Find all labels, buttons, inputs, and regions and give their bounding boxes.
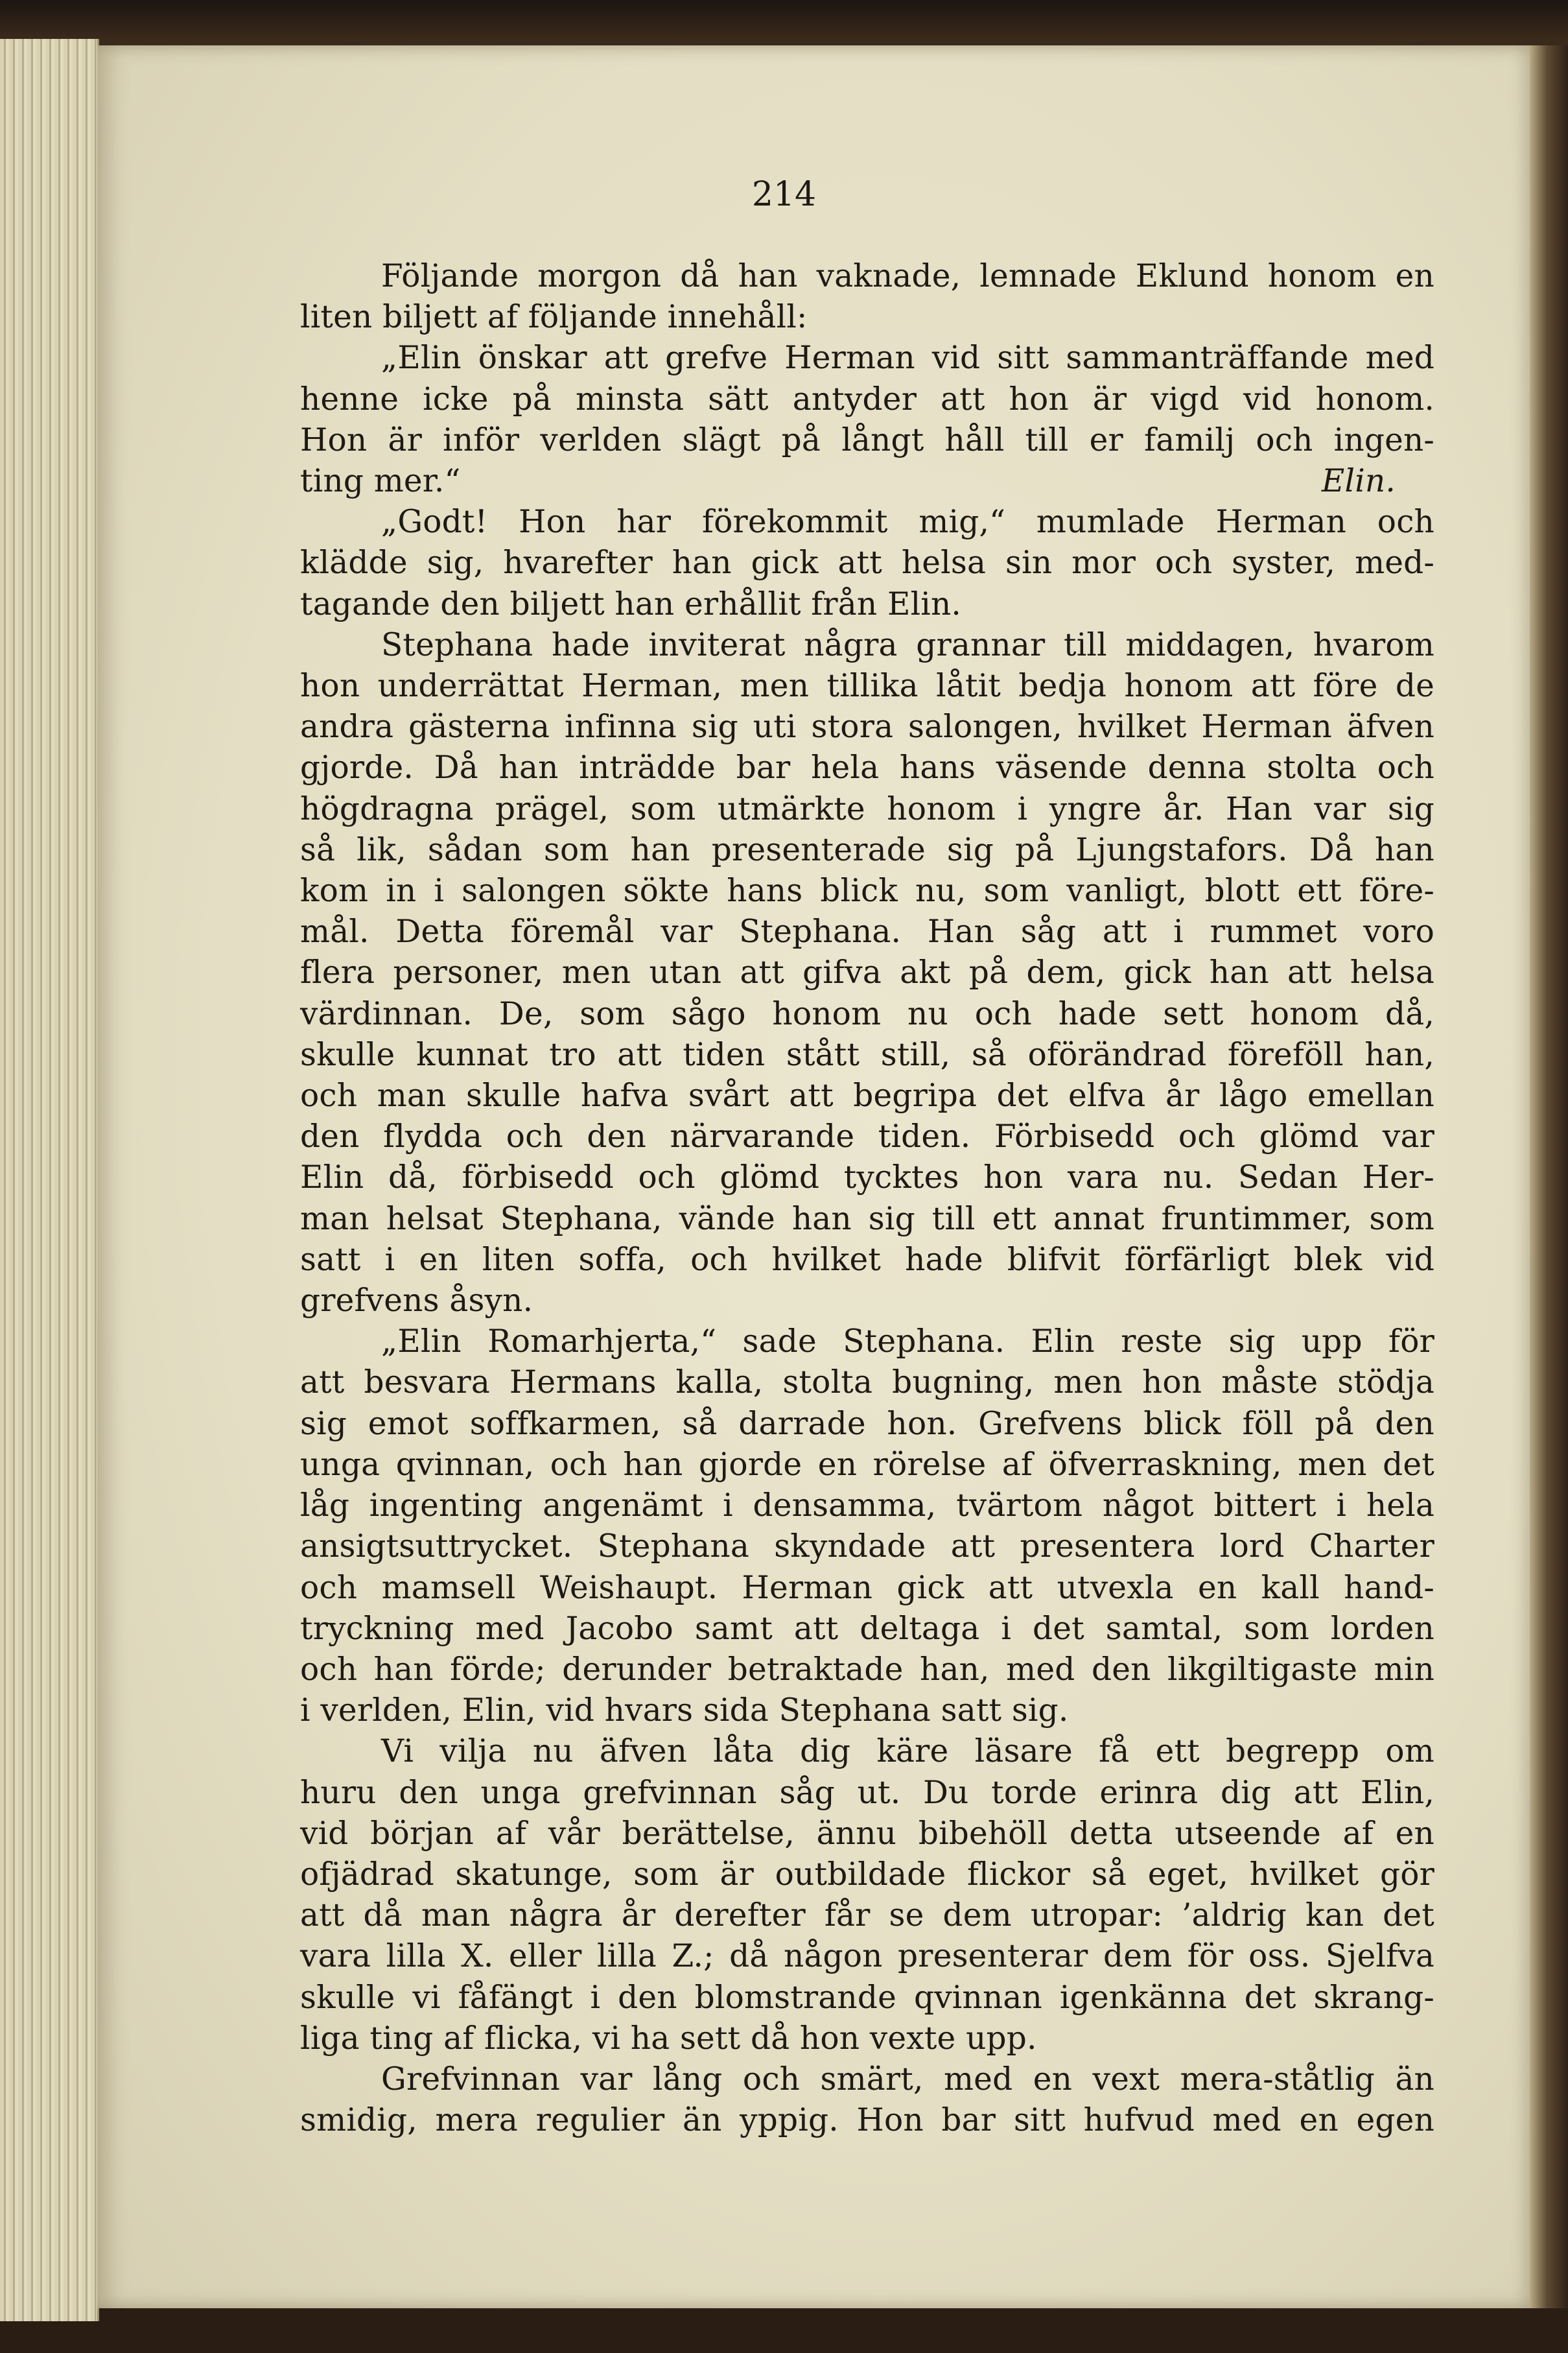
text-line: låg ingenting angenämt i densamma, tvärtom något bittert i hela xyxy=(300,1487,1434,1524)
text-line: flera personer, men utan att gifva akt på dem, gick han att helsa xyxy=(300,954,1434,991)
text-line: och han förde; derunder betraktade han, med den likgiltigaste min xyxy=(300,1651,1434,1688)
text-line: skulle vi fåfängt i den blomstrande qvinnan igenkänna det skrang- xyxy=(300,1979,1434,2016)
text-line: „Elin önskar att grefve Herman vid sitt sammanträffande med xyxy=(381,340,1434,377)
page-text xyxy=(300,256,1434,2141)
book-page-edges xyxy=(0,39,99,2321)
letter-signature: Elin. xyxy=(1321,463,1396,500)
text-line: skulle kunnat tro att tiden stått still, så oförändrad föreföll han, xyxy=(300,1036,1434,1073)
text-line: värdinnan. De, som sågo honom nu och hade sett honom då, xyxy=(300,995,1434,1032)
text-line: vid början af vår berättelse, ännu bibehöll detta utseende af en xyxy=(300,1815,1434,1852)
text-line: ansigtsuttrycket. Stephana skyndade att presentera lord Charter xyxy=(300,1528,1434,1565)
text-line: tryckning med Jacobo samt att deltaga i det samtal, som lorden xyxy=(300,1610,1434,1647)
text-line: högdragna prägel, som utmärkte honom i yngre år. Han var sig xyxy=(300,790,1434,827)
text-line: kom in i salongen sökte hans blick nu, som vanligt, blott ett före- xyxy=(300,873,1434,910)
text-line: den flydda och den närvarande tiden. Förbisedd och glömd var xyxy=(300,1118,1434,1155)
text-line xyxy=(300,461,1434,502)
book-cover-edge xyxy=(1530,45,1568,2308)
text-line: så lik, sådan som han presenterade sig på Ljungstafors. Då han xyxy=(300,831,1434,868)
text-line: henne icke på minsta sätt antyder att hon är vigd vid honom. xyxy=(300,381,1434,418)
text-line: man helsat Stephana, vände han sig till ett annat fruntimmer, som xyxy=(300,1200,1434,1237)
text-line: tagande den biljett han erhållit från Elin. xyxy=(300,585,962,622)
text-line: och mamsell Weishaupt. Herman gick att utvexla en kall hand- xyxy=(300,1569,1434,1606)
text-line: att då man några år derefter får se dem utropar: ’aldrig kan det xyxy=(300,1897,1434,1934)
text-line: sig emot soffkarmen, så darrade hon. Grefvens blick föll på den xyxy=(300,1405,1434,1442)
text-line: att besvara Hermans kalla, stolta bugning, men hon måste stödja xyxy=(300,1364,1434,1401)
page-number: 214 xyxy=(751,175,817,214)
text-line: mål. Detta föremål var Stephana. Han såg att i rummet voro xyxy=(300,914,1434,951)
text-line: Grefvinnan var lång och smärt, med en vext mera-ståtlig än xyxy=(381,2061,1434,2098)
text-line: Vi vilja nu äfven låta dig käre läsare få ett begrepp om xyxy=(381,1733,1434,1770)
text-line: „Godt! Hon har förekommit mig,“ mumlade Herman och xyxy=(381,504,1434,541)
text-line: klädde sig, hvarefter han gick att helsa sin mor och syster, med- xyxy=(300,545,1434,582)
text-line: huru den unga grefvinnan såg ut. Du torde erinra dig att Elin, xyxy=(300,1774,1434,1811)
text-line: liten biljett af följande innehåll: xyxy=(300,299,808,336)
text-line: Stephana hade inviterat några grannar till middagen, hvarom xyxy=(381,626,1434,663)
text-line: Elin då, förbisedd och glömd tycktes hon vara nu. Sedan Her- xyxy=(300,1159,1434,1196)
text-line-content: ting mer.“ xyxy=(300,463,461,500)
text-line: grefvens åsyn. xyxy=(300,1283,533,1319)
text-line: liga ting af flicka, vi ha sett då hon vexte upp. xyxy=(300,2020,1037,2057)
text-line: satt i en liten soffa, och hvilket hade blifvit förfärligt blek vid xyxy=(300,1241,1434,1278)
text-line: unga qvinnan, och han gjorde en rörelse af öfverraskning, men det xyxy=(300,1446,1434,1483)
text-line: „Elin Romarhjerta,“ sade Stephana. Elin reste sig upp för xyxy=(381,1323,1434,1360)
text-line: hon underrättat Herman, men tillika låtit bedja honom att före de xyxy=(300,668,1434,705)
text-line: andra gästerna infinna sig uti stora salongen, hvilket Herman äfven xyxy=(300,709,1434,746)
text-line: gjorde. Då han inträdde bar hela hans väsende denna stolta och xyxy=(300,750,1434,786)
text-line: Hon är inför verlden slägt på långt håll till er familj och ingen- xyxy=(300,421,1434,458)
text-line: smidig, mera regulier än yppig. Hon bar sitt hufvud med en egen xyxy=(300,2102,1434,2139)
text-line: i verlden, Elin, vid hvars sida Stephana satt sig. xyxy=(300,1692,1069,1729)
text-line: ofjädrad skatunge, som är outbildade flickor så eget, hvilket gör xyxy=(300,1856,1434,1893)
text-line: vara lilla X. eller lilla Z.; då någon presenterar dem för oss. Sjelfva xyxy=(300,1938,1434,1975)
text-line: Följande morgon då han vaknade, lemnade Eklund honom en xyxy=(381,258,1434,294)
text-line: och man skulle hafva svårt att begripa det elfva år lågo emellan xyxy=(300,1078,1434,1115)
